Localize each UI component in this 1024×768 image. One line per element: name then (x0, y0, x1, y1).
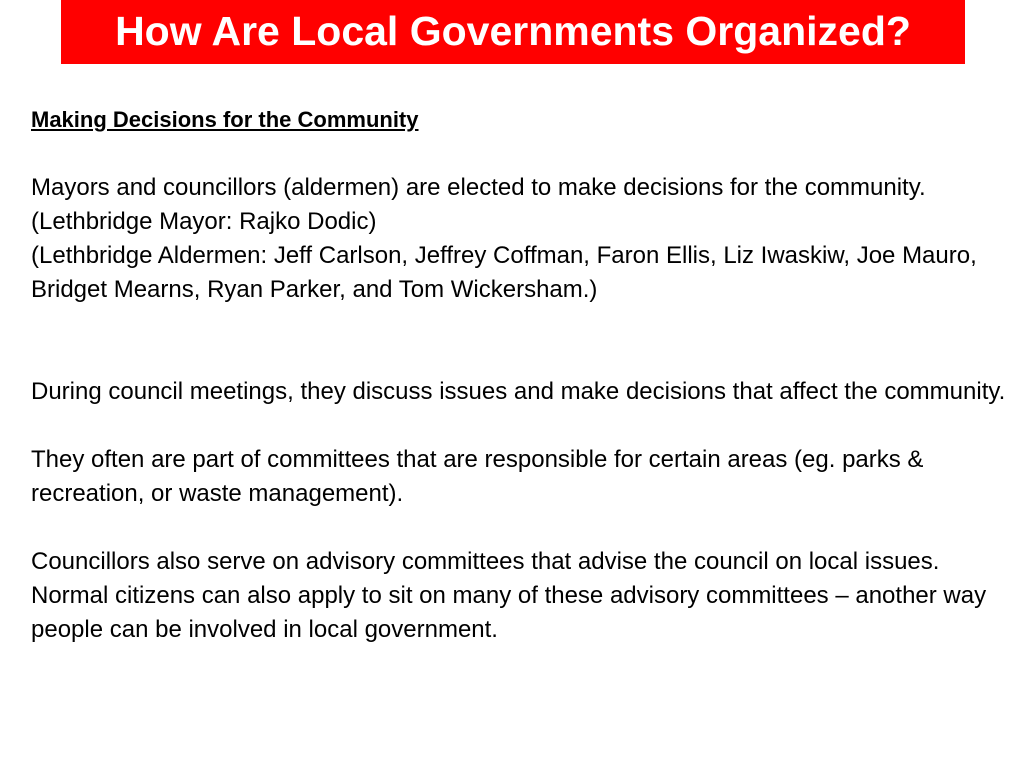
section-heading: Making Decisions for the Community (31, 107, 419, 132)
paragraph-aldermen: (Lethbridge Aldermen: Jeff Carlson, Jeffrey Coffman, Faron Ellis, Liz Iwaskiw, Joe Mauro, Bridget Mearns, Ryan Parker, and Tom Wickersham.) (31, 242, 977, 303)
paragraph-mayor: (Lethbridge Mayor: Rajko Dodic) (31, 208, 377, 235)
slide-title-banner (61, 0, 965, 64)
spacer (31, 307, 1006, 375)
slide-body (31, 103, 1006, 647)
paragraph-committees: They often are part of committees that are responsible for certain areas (eg. parks & recreation, or waste management). (31, 446, 924, 507)
spacer (31, 511, 1006, 545)
spacer (31, 137, 1006, 171)
slide-title: How Are Local Governments Organized? (115, 7, 911, 54)
spacer (31, 409, 1006, 443)
paragraph-council-meetings: During council meetings, they discuss issues and make decisions that affect the community. (31, 378, 1006, 405)
paragraph-elected: Mayors and councillors (aldermen) are elected to make decisions for the community. (31, 174, 926, 201)
paragraph-advisory-committees: Councillors also serve on advisory committees that advise the council on local issues. Normal citizens can also apply to sit on many of these advisory committees – another way people can be involved in local government. (31, 548, 987, 643)
